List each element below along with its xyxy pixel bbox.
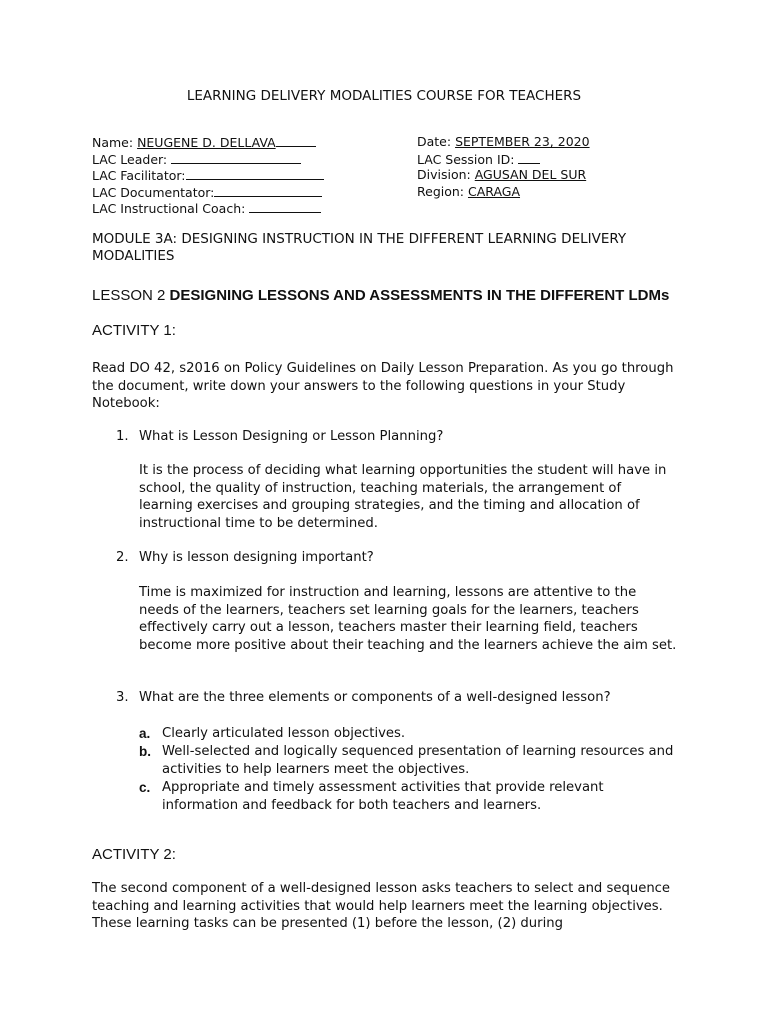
lesson-prefix: LESSON 2 — [92, 287, 170, 304]
activity2-heading: ACTIVITY 2: — [92, 846, 176, 863]
list-item-c-text: Appropriate and timely assessment activities that provide relevant information and feedback for both teachers and learners. — [162, 780, 604, 813]
division-value: AGUSAN DEL SUR — [474, 167, 587, 182]
session-blank — [518, 151, 540, 164]
name-value: NEUGENE D. DELLAVA — [137, 135, 276, 150]
name-row — [92, 134, 324, 151]
list-item-a — [139, 725, 679, 743]
list-item-a-text: Clearly articulated lesson objectives. — [162, 726, 406, 741]
document-title: LEARNING DELIVERY MODALITIES COURSE FOR TEACHERS — [186, 88, 582, 104]
info-right-column — [417, 134, 590, 200]
region-label: Region: — [417, 183, 468, 199]
question-1-text: What is Lesson Designing or Lesson Planning? — [139, 429, 444, 444]
question-3-text: What are the three elements or components of a well-designed lesson? — [139, 690, 611, 705]
answer-2: Time is maximized for instruction and learning, lessons are attentive to the needs of the learners, teachers set learning goals for the learners, teachers effectively carry out a lesson, teachers master their learning field, teachers become more positive about their teaching and the learners achieve the aim set. — [139, 585, 677, 653]
question-3-number: 3. — [116, 690, 129, 705]
activity1-heading: ACTIVITY 1: — [92, 322, 176, 339]
coach-row — [92, 200, 324, 217]
list-item-b-letter: b. — [139, 744, 151, 759]
documentator-blank — [214, 184, 322, 197]
documentator-row — [92, 184, 324, 201]
region-value: CARAGA — [467, 183, 521, 199]
info-left-column — [92, 134, 324, 217]
list-item-c-letter: c. — [139, 780, 151, 795]
documentator-label: LAC Documentator: — [92, 184, 215, 200]
facilitator-blank — [186, 167, 324, 180]
date-value: SEPTEMBER 23, 2020 — [455, 134, 590, 149]
leader-row — [92, 151, 324, 168]
region-row — [417, 184, 590, 201]
list-item-b — [139, 743, 679, 778]
division-label: Division: — [417, 167, 475, 182]
session-label: LAC Session ID: — [417, 151, 519, 167]
session-row — [417, 151, 590, 168]
question-3 — [116, 689, 676, 707]
question-1-number: 1. — [116, 429, 129, 444]
facilitator-label: LAC Facilitator: — [92, 168, 186, 183]
leader-blank — [171, 151, 301, 164]
activity1-intro: Read DO 42, s2016 on Policy Guidelines on Daily Lesson Preparation. As you go through the document, write down your answers to the following questions in your Study Notebook: — [92, 361, 674, 412]
lesson-heading — [92, 287, 712, 304]
question-2-text: Why is lesson designing important? — [139, 550, 374, 565]
name-underline — [276, 134, 316, 147]
date-label: Date: — [417, 134, 456, 149]
activity2-intro: The second component of a well-designed lesson asks teachers to select and sequence teaching and learning activities that would help learners meet the learning objectives. These learning tasks can be presented (1) before the lesson, (2) during — [92, 881, 671, 932]
coach-blank — [249, 200, 321, 213]
leader-label: LAC Leader: — [92, 151, 172, 167]
question-1 — [116, 428, 676, 446]
division-row — [417, 167, 590, 184]
list-item-c — [139, 779, 679, 814]
date-row — [417, 134, 590, 151]
answer-1: It is the process of deciding what learning opportunities the student will have in school, the quality of instruction, teaching materials, the arrangement of learning exercises and grouping strategies, and the timing and allocation of instructional time to be determined. — [139, 463, 667, 531]
module-heading: MODULE 3A: DESIGNING INSTRUCTION IN THE DIFFERENT LEARNING DELIVERY MODALITIES — [92, 231, 627, 264]
question-2-number: 2. — [116, 550, 129, 565]
coach-label: LAC Instructional Coach: — [92, 201, 250, 216]
question-2 — [116, 549, 676, 567]
list-item-a-letter: a. — [139, 726, 151, 741]
lesson-title: DESIGNING LESSONS AND ASSESSMENTS IN THE DIFFERENT LDMs — [169, 287, 670, 304]
name-label: Name: — [92, 135, 138, 150]
facilitator-row — [92, 167, 324, 184]
list-item-b-text: Well-selected and logically sequenced presentation of learning resources and activities to help learners meet the objectives. — [162, 744, 674, 777]
